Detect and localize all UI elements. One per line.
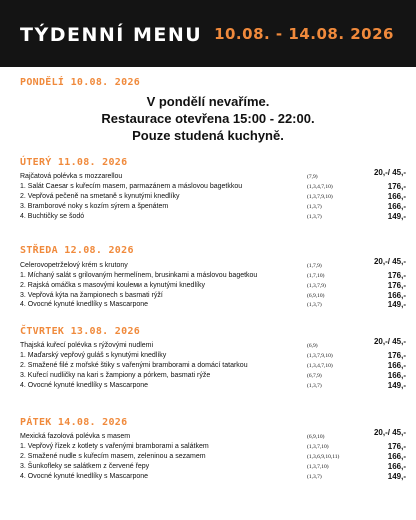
menu-item-row (20, 442, 406, 452)
dish-name: 2. Rajská omáčka s masovými kouleми a kynutými knedlíky (20, 282, 205, 289)
allergens: (1,3,6,9,10,11) (307, 454, 340, 460)
soup-name: Thajská kuřecí polévka s rýžovými nudlemi (20, 342, 154, 349)
menu-item-row (20, 192, 406, 202)
price: 20,-/ 45,- (373, 168, 406, 177)
allergens: (6,9,10) (307, 293, 325, 299)
allergens: (6,9,10) (307, 434, 325, 440)
soup-row (20, 257, 406, 271)
price: 166,- (387, 291, 406, 300)
allergens: (1,3,7,9,10) (307, 194, 333, 200)
price: 166,- (387, 192, 406, 201)
allergens: (1,3,4,7,10) (307, 184, 333, 190)
dish-name: 1. Maďarský vepřový guláš s kynutými knedlíky (20, 352, 167, 359)
menu-item-row (20, 300, 406, 310)
menu-item-row (20, 361, 406, 371)
notice-line: V pondělí nevaříme. (146, 94, 270, 109)
dish-name: 4. Buchtičky se šodó (20, 213, 85, 220)
allergens: (1,3,7) (307, 383, 322, 389)
menu-item-row (20, 212, 406, 222)
price: 149,- (387, 472, 406, 481)
allergens: (1,3,7) (307, 214, 322, 220)
allergens: (1,7,9) (307, 263, 322, 269)
header-bar (0, 0, 416, 67)
dish-name: 1. Salát Caesar s kuřecím masem, parmazánem a máslovou bagetkkou (20, 183, 243, 190)
dish-name: 2. Vepřová pečeně na smetaně s kynutými knedlíky (20, 193, 180, 200)
price: 20,-/ 45,- (373, 257, 406, 266)
dish-name: 3. Vepřová kýta na žampionech s basmati rýží (20, 292, 163, 299)
soup-row (20, 168, 406, 182)
price: 20,-/ 45,- (373, 337, 406, 346)
menu-title: TÝDENNÍ MENU (20, 24, 203, 46)
price: 166,- (387, 202, 406, 211)
menu-item-row (20, 182, 406, 192)
day-title-tuesday: ÚTERÝ 11.08. 2026 (20, 157, 128, 168)
price: 166,- (387, 371, 406, 380)
allergens: (1,3,7,10) (307, 444, 329, 450)
soup-name: Celerovopetrželový krém s krutony (20, 262, 128, 269)
soup-row (20, 428, 406, 442)
menu-item-row (20, 202, 406, 212)
price: 176,- (387, 351, 406, 360)
dish-name: 3. Bramborové noky s kozím sýrem a špenátem (20, 203, 169, 210)
menu-item-row (20, 472, 406, 482)
menu-item-row (20, 371, 406, 381)
day-title-thursday: ČTVRTEK 13.08. 2026 (20, 326, 141, 337)
menu-item-row (20, 452, 406, 462)
monday-notice (0, 93, 416, 144)
dish-name: 4. Ovocné kynuté knedlíky s Mascarpone (20, 473, 149, 480)
menu-item-row (20, 351, 406, 361)
price: 20,-/ 45,- (373, 428, 406, 437)
price: 176,- (387, 271, 406, 280)
menu-item-row (20, 462, 406, 472)
day-title-friday: PÁTEK 14.08. 2026 (20, 417, 128, 428)
allergens: (1,3,7) (307, 302, 322, 308)
dish-name: 2. Smažené nudle s kuřecím masem, zeleninou a sezamem (20, 453, 206, 460)
price: 149,- (387, 212, 406, 221)
allergens: (1,3,7) (307, 474, 322, 480)
price: 149,- (387, 300, 406, 309)
price: 149,- (387, 381, 406, 390)
allergens: (6,9) (307, 343, 318, 349)
dish-name: 1. Vepřový řízek z kotlety s vařenými bramborami a salátkem (20, 443, 209, 450)
dish-name: 2. Smažené filé z mořské štiky s vařenými bramborami a domácí tatarkou (20, 362, 248, 369)
allergens: (1,3,4,7,10) (307, 363, 333, 369)
week-range: 10.08. - 14.08. 2026 (214, 25, 394, 43)
price: 166,- (387, 452, 406, 461)
price: 176,- (387, 281, 406, 290)
menu-item-row (20, 381, 406, 391)
dish-name: 1. Míchaný salát s grilovaným hermelínem, brusinkami a máslovou bagetkou (20, 272, 258, 279)
notice-line: Pouze studená kuchyně. (132, 128, 284, 143)
day-title-wednesday: STŘEDA 12.08. 2026 (20, 245, 134, 256)
price: 176,- (387, 182, 406, 191)
allergens: (1,3,7) (307, 204, 322, 210)
price: 166,- (387, 361, 406, 370)
allergens: (6,7,9) (307, 373, 322, 379)
allergens: (1,3,7,10) (307, 464, 329, 470)
allergens: (1,3,7,9,10) (307, 353, 333, 359)
dish-name: 4. Ovocné kynuté knedlíky s Mascarpone (20, 382, 149, 389)
allergens: (7,9) (307, 174, 318, 180)
dish-name: 3. Šunkofleky se salátkem z červené řepy (20, 463, 150, 470)
menu-item-row (20, 281, 406, 291)
allergens: (1,3,7,9) (307, 283, 326, 289)
soup-name: Rajčatová polévka s mozzarellou (20, 173, 123, 180)
soup-row (20, 337, 406, 351)
day-title-monday: PONDĚLÍ 10.08. 2026 (20, 77, 141, 88)
dish-name: 4. Ovocné kynuté knedlíky s Mascarpone (20, 301, 149, 308)
dish-name: 3. Kuřecí nudličky na kari s žampiony a pórkem, basmati rýže (20, 372, 211, 379)
price: 166,- (387, 462, 406, 471)
soup-name: Mexická fazolová polévka s masem (20, 433, 131, 440)
notice-line: Restaurace otevřena 15:00 - 22:00. (101, 111, 315, 126)
price: 176,- (387, 442, 406, 451)
menu-item-row (20, 271, 406, 281)
allergens: (1,7,10) (307, 273, 325, 279)
